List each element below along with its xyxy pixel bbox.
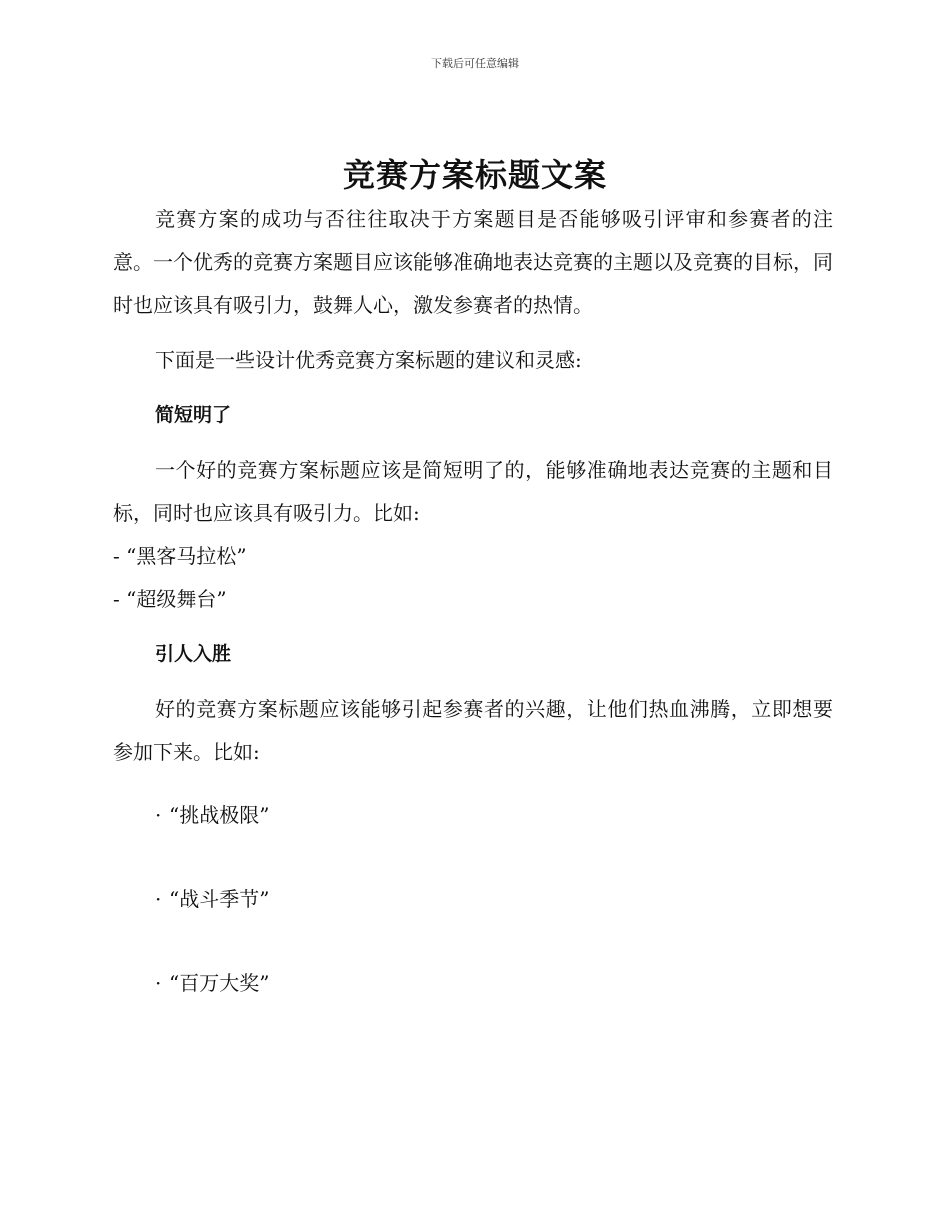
bullet-list-item	[155, 962, 833, 1005]
bullet-list-item	[155, 794, 833, 837]
lead-in-paragraph: 下面是一些设计优秀竞赛方案标题的建议和灵感:	[155, 348, 582, 372]
section-heading-engaging: 引人入胜	[155, 643, 232, 665]
section-paragraph-engaging: 好的竞赛方案标题应该能够引起参赛者的兴趣，让他们热血沸腾，立即想要参加下来。比如:	[113, 697, 833, 764]
section-heading-concise: 简短明了	[155, 404, 232, 426]
bullet-dot-icon: ·	[155, 887, 162, 911]
example-bullet-list	[113, 794, 833, 1005]
bullet-dot-icon: ·	[155, 803, 162, 827]
bullet-text: “战斗季节”	[169, 887, 270, 911]
section-paragraph-concise: 一个好的竞赛方案标题应该是简短明了的，能够准确地表达竞赛的主题和目标，同时也应该具有吸引力。比如:	[113, 458, 833, 525]
intro-paragraph: 竞赛方案的成功与否往往取决于方案题目是否能够吸引评审和参赛者的注意。一个优秀的竞赛方案题目应该能够准确地表达竞赛的主题以及竞赛的目标，同时也应该具有吸引力，鼓舞人心，激发参赛者的热情。	[113, 207, 833, 317]
bullet-text: “挑战极限”	[169, 803, 270, 827]
header-note: 下载后可任意编辑	[431, 57, 519, 70]
example-item: - “超级舞台”	[113, 587, 227, 611]
bullet-dot-icon: ·	[155, 971, 162, 995]
document-body	[113, 198, 833, 1046]
example-item: - “黑客马拉松”	[113, 544, 247, 568]
bullet-text: “百万大奖”	[169, 971, 270, 995]
document-title: 竞赛方案标题文案	[342, 156, 607, 194]
bullet-list-item	[155, 878, 833, 921]
